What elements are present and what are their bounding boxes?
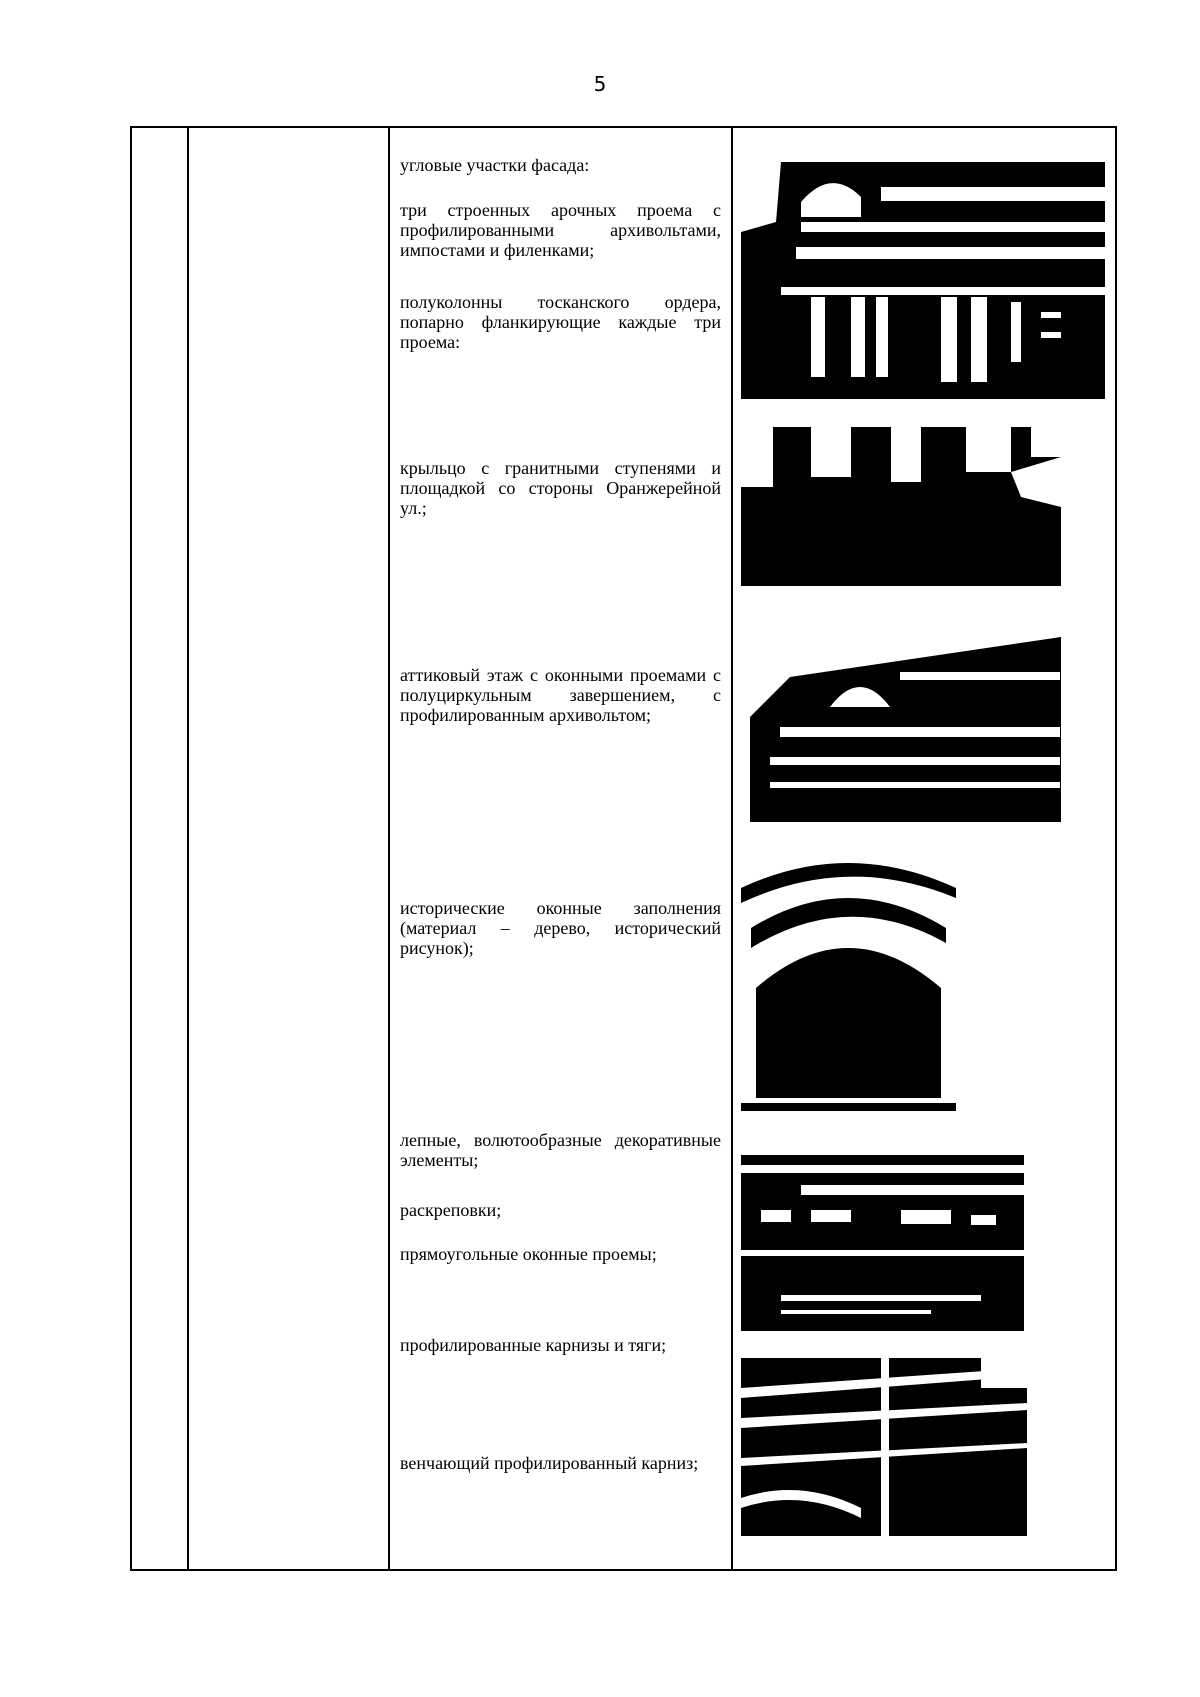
column-divider [731,128,733,1569]
text-item: аттиковый этаж с оконными проемами с полуциркульным завершением, с профилированным архивольтом; [400,665,721,725]
text-item: лепные, волютообразные декоративные элементы; [400,1130,721,1170]
photo-attic-floor [750,617,1061,822]
text-item: раскреповки; [400,1200,502,1220]
photo-corner-facade [741,162,1105,399]
photo-volute-elements [741,1155,1024,1331]
photo-historic-window [741,848,956,1120]
text-item: исторические оконные заполнения (материал – дерево, исторический рисунок); [400,898,721,958]
page-number: 5 [593,72,607,96]
column-divider [187,128,189,1569]
text-item: три строенных арочных проема с профилированными архивольтами, импостами и филенками; [400,200,721,260]
photo-porch [741,427,1061,586]
text-item: прямоугольные оконные проемы; [400,1244,657,1264]
text-item: венчающий профилированный карниз; [400,1453,699,1473]
text-item: профилированные карнизы и тяги; [400,1335,667,1355]
photo-crowning-cornice [741,1358,1027,1536]
text-item: крыльцо с гранитными ступенями и площадкой со стороны Оранжерейной ул.; [400,458,721,518]
column-divider [388,128,390,1569]
text-item: полуколонны тосканского ордера, попарно фланкирующие каждые три проема: [400,292,721,352]
text-item: угловые участки фасада: [400,155,590,175]
